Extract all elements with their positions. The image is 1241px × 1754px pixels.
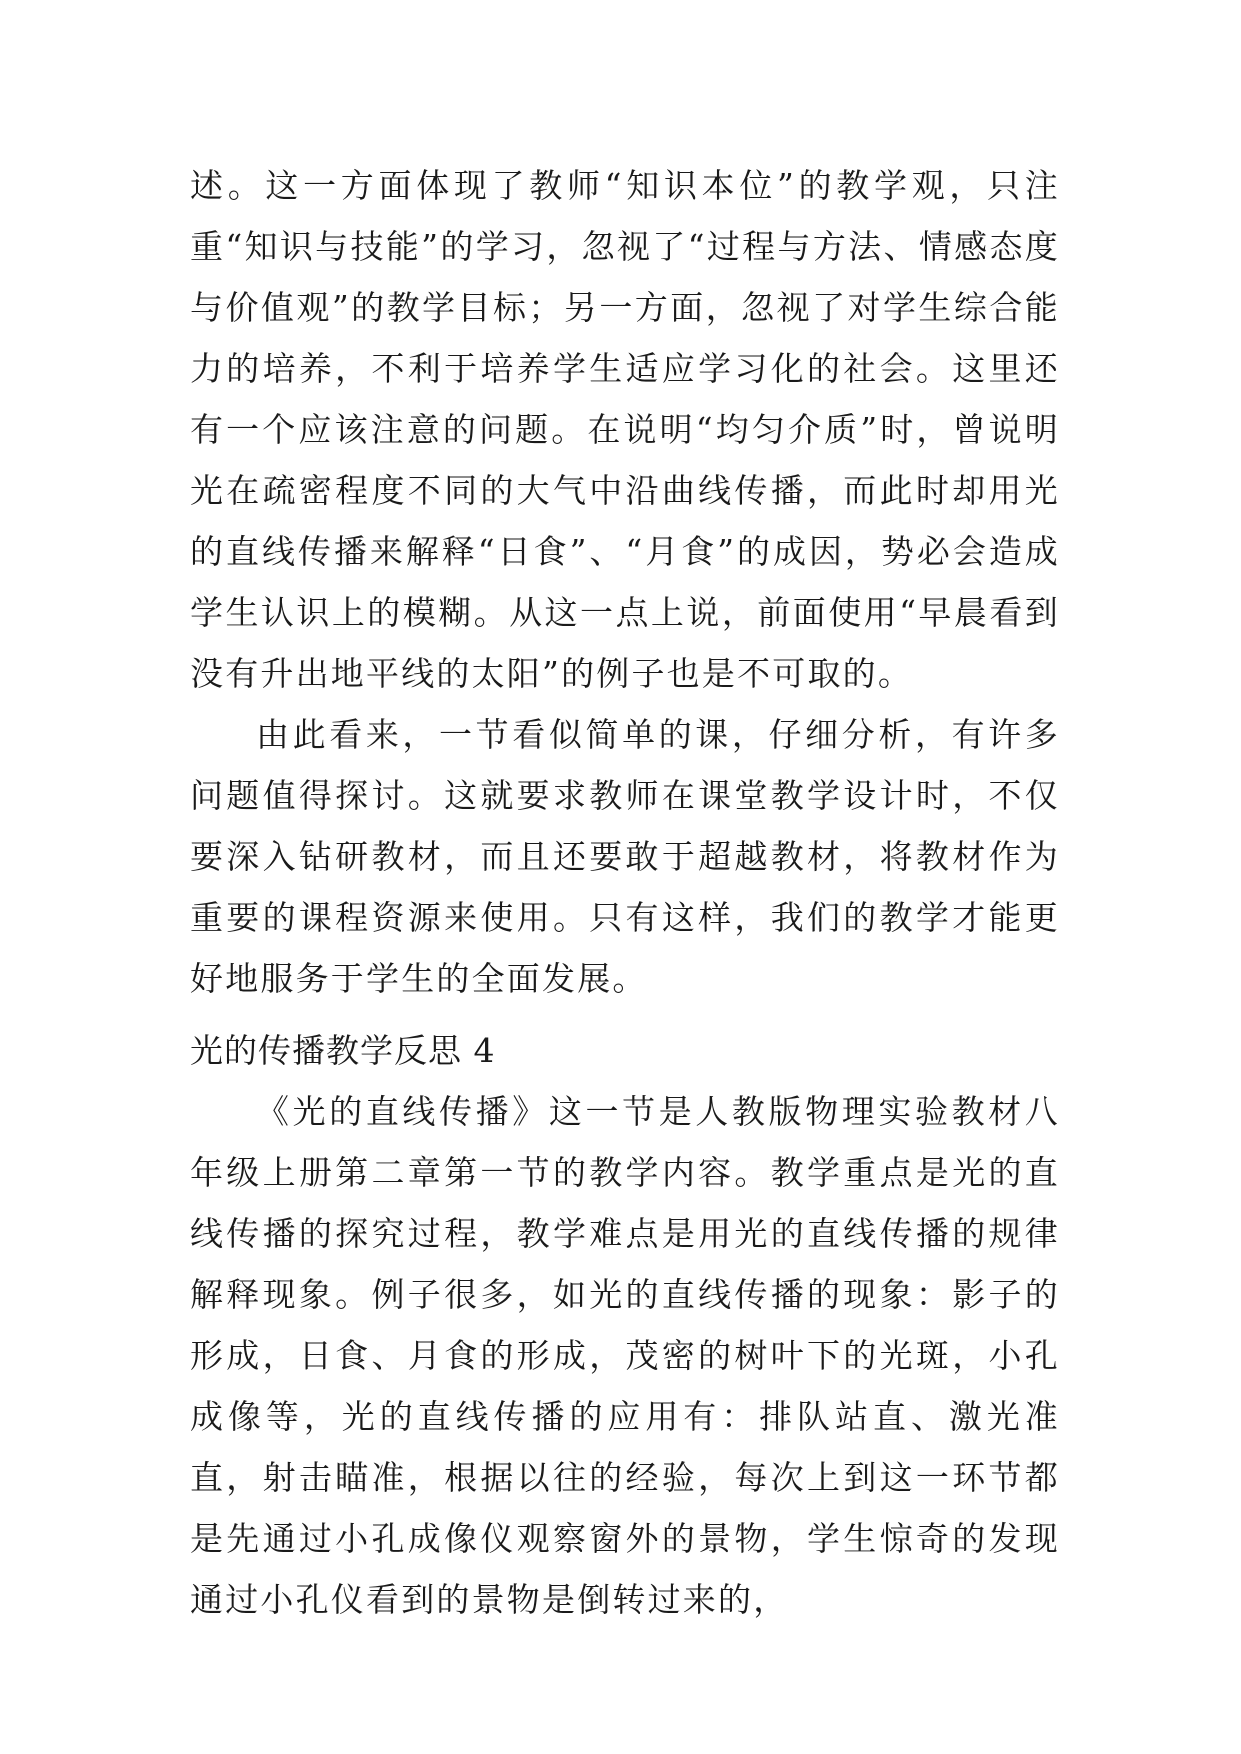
paragraph-continuation: 述。这一方面体现了教师“知识本位”的教学观，只注重“知识与技能”的学习，忽视了“过程与方法、情感态度与价值观”的教学目标；另一方面，忽视了对学生综合能力的培养，不利于培养学生适应学习化的社会。这里还有一个应该注意的问题。在说明“均匀介质”时，曾说明光在疏密程度不同的大气中沿曲线传播，而此时却用光的直线传播来解释“日食”、“月食”的成因，势必会造成学生认识上的模糊。从这一点上说，前面使用“早晨看到没有升出地平线的太阳”的例子也是不可取的。 [190,166,1060,693]
paragraph-conclusion: 由此看来，一节看似简单的课，仔细分析，有许多问题值得探讨。这就要求教师在课堂教学设计时，不仅要深入钻研教材，而且还要敢于超越教材，将教材作为重要的课程资源来使用。只有这样，我们的教学才能更好地服务于学生的全面发展。 [190,715,1060,998]
paragraph-section-4-intro: 《光的直线传播》这一节是人教版物理实验教材八年级上册第二章第一节的教学内容。教学重点是光的直线传播的探究过程，教学难点是用光的直线传播的规律解释现象。例子很多，如光的直线传播的现象：影子的形成，日食、月食的形成，茂密的树叶下的光斑，小孔成像等，光的直线传播的应用有：排队站直、激光准直，射击瞄准，根据以往的经验，每次上到这一环节都是先通过小孔成像仪观察窗外的景物，学生惊奇的发现通过小孔仪看到的景物是倒转过来的， [190,1092,1060,1619]
text-block-bottom [190,1020,1060,1630]
section-title: 光的传播教学反思 4 [190,1031,496,1070]
text-block-top [190,155,1060,1009]
